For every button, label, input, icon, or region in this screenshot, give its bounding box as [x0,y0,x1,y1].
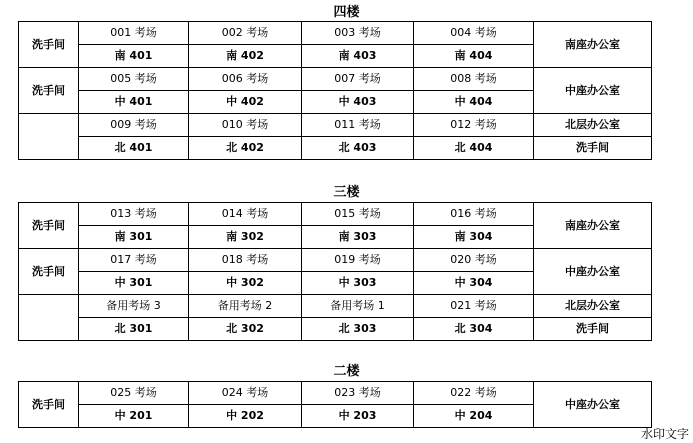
exam-label: 009 考场 [79,114,189,137]
exam-label: 020 考场 [414,249,534,272]
room-number: 南 304 [414,226,534,249]
exam-label: 011 考场 [302,114,414,137]
exam-label: 025 考场 [79,382,189,405]
floor-table [18,21,652,160]
exam-label: 018 考场 [189,249,302,272]
exam-label: 008 考场 [414,68,534,91]
room-number: 南 302 [189,226,302,249]
exam-label: 004 考场 [414,22,534,45]
exam-label: 024 考场 [189,382,302,405]
room-number: 北 304 [414,318,534,341]
room-number: 南 303 [302,226,414,249]
exam-label: 备用考场 2 [189,295,302,318]
office-label: 中座办公室 [534,68,652,114]
restroom-label: 洗手间 [534,137,652,160]
exam-label: 003 考场 [302,22,414,45]
room-number: 中 204 [414,405,534,428]
room-number: 中 304 [414,272,534,295]
room-number: 北 403 [302,137,414,160]
exam-label: 016 考场 [414,203,534,226]
room-number: 中 404 [414,91,534,114]
office-label: 中座办公室 [534,382,652,428]
exam-label: 017 考场 [79,249,189,272]
room-number: 北 301 [79,318,189,341]
room-number: 北 401 [79,137,189,160]
restroom-label: 洗手间 [534,318,652,341]
empty-side-cell [19,295,79,341]
office-label: 南座办公室 [534,203,652,249]
exam-label: 015 考场 [302,203,414,226]
exam-label: 001 考场 [79,22,189,45]
restroom-label: 洗手间 [19,68,79,114]
restroom-label: 洗手间 [19,203,79,249]
floor-title: 二楼 [333,364,360,379]
room-number: 中 401 [79,91,189,114]
exam-label: 002 考场 [189,22,302,45]
room-number: 北 302 [189,318,302,341]
restroom-label: 洗手间 [19,382,79,428]
exam-label: 备用考场 1 [302,295,414,318]
room-number: 北 404 [414,137,534,160]
office-label: 中座办公室 [534,249,652,295]
exam-label: 023 考场 [302,382,414,405]
room-number: 中 302 [189,272,302,295]
exam-label: 006 考场 [189,68,302,91]
room-number: 南 401 [79,45,189,68]
room-number: 南 301 [79,226,189,249]
room-number: 中 203 [302,405,414,428]
floor-title: 四楼 [333,5,360,20]
restroom-label: 洗手间 [19,22,79,68]
exam-label: 010 考场 [189,114,302,137]
exam-label: 007 考场 [302,68,414,91]
exam-label: 022 考场 [414,382,534,405]
room-number: 中 402 [189,91,302,114]
room-number: 中 202 [189,405,302,428]
exam-label: 005 考场 [79,68,189,91]
room-number: 中 201 [79,405,189,428]
exam-label: 013 考场 [79,203,189,226]
office-label: 南座办公室 [534,22,652,68]
room-number: 南 402 [189,45,302,68]
room-number: 北 303 [302,318,414,341]
office-label: 北层办公室 [534,114,652,137]
office-label: 北层办公室 [534,295,652,318]
room-number: 中 301 [79,272,189,295]
room-number: 中 403 [302,91,414,114]
watermark-text: 水印文字 [640,427,689,441]
exam-label: 备用考场 3 [79,295,189,318]
exam-label: 014 考场 [189,203,302,226]
empty-side-cell [19,114,79,160]
exam-label: 019 考场 [302,249,414,272]
floor-table [18,202,652,341]
room-number: 中 303 [302,272,414,295]
exam-label: 021 考场 [414,295,534,318]
room-number: 南 403 [302,45,414,68]
restroom-label: 洗手间 [19,249,79,295]
exam-label: 012 考场 [414,114,534,137]
floor-title: 三楼 [333,185,360,200]
room-number: 南 404 [414,45,534,68]
floor-table [18,381,652,428]
room-number: 北 402 [189,137,302,160]
